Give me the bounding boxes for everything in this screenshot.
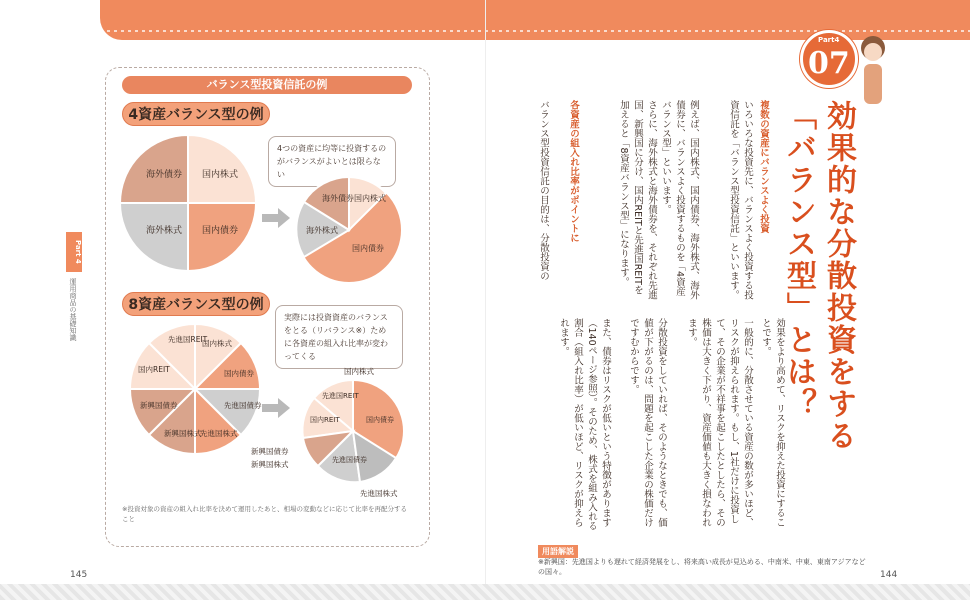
pie-4asset-even — [118, 133, 258, 273]
side-caption: 運用商品の基礎知識 — [69, 278, 77, 341]
svg-text:国内債券: 国内債券 — [224, 369, 254, 378]
section-8asset-title: 8資産バランス型の例 — [122, 292, 270, 316]
glossary-text: ※新興国：先進国よりも遅れて経済発展をし、将来高い成長が見込める、中南米、中東、東南アジアなどの国々。 — [538, 558, 866, 576]
svg-text:海外株式: 海外株式 — [306, 226, 338, 235]
body-col-6: バランス型投資信託の目的は、分散投資の — [538, 100, 549, 281]
body-col-4: さらに、海外株式と海外債券を、それぞれ先進国、新興国に分け、国内REITと先進国REITを加えると「8資産バランス型」になります。 — [618, 100, 657, 300]
svg-text:先進国株式: 先進国株式 — [200, 429, 238, 438]
slice-domestic-stock — [188, 135, 256, 203]
label-q4: 国内債券 — [202, 226, 239, 236]
arrow-1-icon — [262, 206, 292, 230]
footnote: ※投資対象の資産の組入れ比率を決めて運用したあと、相場の変動などに応じて比率を再配分すること — [122, 505, 407, 523]
body-col-8: 一般的に、分散させている資産の数が多いほど、リスクが抑えられます。もし、1社だけに投資して、その企業が不祥事を起こしたとしたら、その株価は大きく下がり、資産価値も大きく損なわれます。 — [686, 318, 753, 527]
pie-4asset-uneven — [294, 175, 404, 285]
presenter-avatar — [858, 30, 888, 110]
svg-text:先進国債券: 先進国債券 — [332, 456, 367, 464]
callout-8asset: 実際には投資資産のバランスをとる（リバランス※）ために各資産の組入れ比率が変わってくる — [275, 305, 403, 369]
label-q2: 国内株式 — [202, 170, 239, 180]
body-col-10: また、債券はリスクが低いという特徴があります（140ページ参照）。そのため、株式を組み入れる割合（組入れ比率）が低いほど、リスクが抑えられます。 — [558, 318, 611, 531]
subhead-2: 各資産の組入れ比率がポイントに — [568, 100, 579, 243]
page-number-right: 144 — [880, 570, 898, 580]
body-col-9: 分散投資をしていれば、そのようなときでも、価値が下がるのは、問題を起こした企業の株価だけですむからです。 — [628, 318, 667, 527]
svg-text:新興国株式: 新興国株式 — [164, 429, 202, 438]
article-title-line2: 「バランス型」とは？ — [781, 100, 816, 420]
label-8u-emerging-bond: 新興国債券 — [251, 447, 289, 456]
svg-text:国内株式: 国内株式 — [354, 194, 386, 203]
callout-4asset: 4つの資産に均等に投資するのがバランスがよいとは限らない — [268, 136, 396, 187]
label-q1: 海外債券 — [146, 170, 183, 180]
body-col-3: 例えば、国内株式、国内債券、海外株式、海外債券に、バランスよく投資するものを「4資産バランス型」といいます。 — [660, 100, 699, 300]
svg-text:国内REIT: 国内REIT — [310, 416, 340, 424]
slice-overseas-bond — [120, 135, 188, 203]
svg-text:国内株式: 国内株式 — [202, 339, 232, 348]
part-tab: Part 4 — [66, 232, 82, 272]
gutter — [485, 0, 486, 600]
svg-text:国内債券: 国内債券 — [352, 244, 384, 253]
svg-text:国内債券: 国内債券 — [366, 416, 394, 424]
arrow-2-icon — [262, 396, 292, 420]
svg-text:新興国債券: 新興国債券 — [140, 401, 178, 410]
svg-text:国内REIT: 国内REIT — [138, 365, 170, 374]
glossary-tag: 用語解説 — [538, 545, 578, 558]
slice-domestic-bond — [188, 203, 256, 271]
pie-8asset-even — [128, 322, 262, 456]
pie-8asset-uneven — [300, 378, 406, 484]
svg-text:先進国REIT: 先進国REIT — [168, 335, 208, 344]
label-8u-developed-stock: 先進国株式 — [360, 489, 398, 498]
label-q3: 海外株式 — [146, 226, 183, 236]
chapter-number: 07 — [808, 46, 850, 81]
part-label: Part4 — [818, 36, 840, 44]
svg-text:先進国債券: 先進国債券 — [224, 401, 262, 410]
section-4asset-title: 4資産バランス型の例 — [122, 102, 270, 126]
body-col-2: いろいろな投資先に、バランスよく投資する投資信託を「バランス型投資信託」といいます。 — [728, 100, 753, 300]
body-col-7: 効果をより高めて、リスクを抑えた投資にすることです。 — [760, 318, 785, 527]
label-8u-emerging-stock: 新興国株式 — [251, 460, 289, 469]
slice-overseas-stock — [120, 203, 188, 271]
subhead-1: 複数の資産にバランスよく投資 — [758, 100, 769, 233]
page-number-left: 145 — [70, 570, 88, 580]
svg-text:海外債券: 海外債券 — [322, 194, 354, 203]
svg-text:先進国REIT: 先進国REIT — [322, 392, 359, 400]
article-title-line1: 効果的な分散投資をする — [821, 100, 856, 452]
figure-title: バランス型投資信託の例 — [122, 76, 412, 94]
label-8u-domestic-stock: 国内株式 — [344, 367, 374, 376]
footer-stripe — [0, 584, 970, 600]
